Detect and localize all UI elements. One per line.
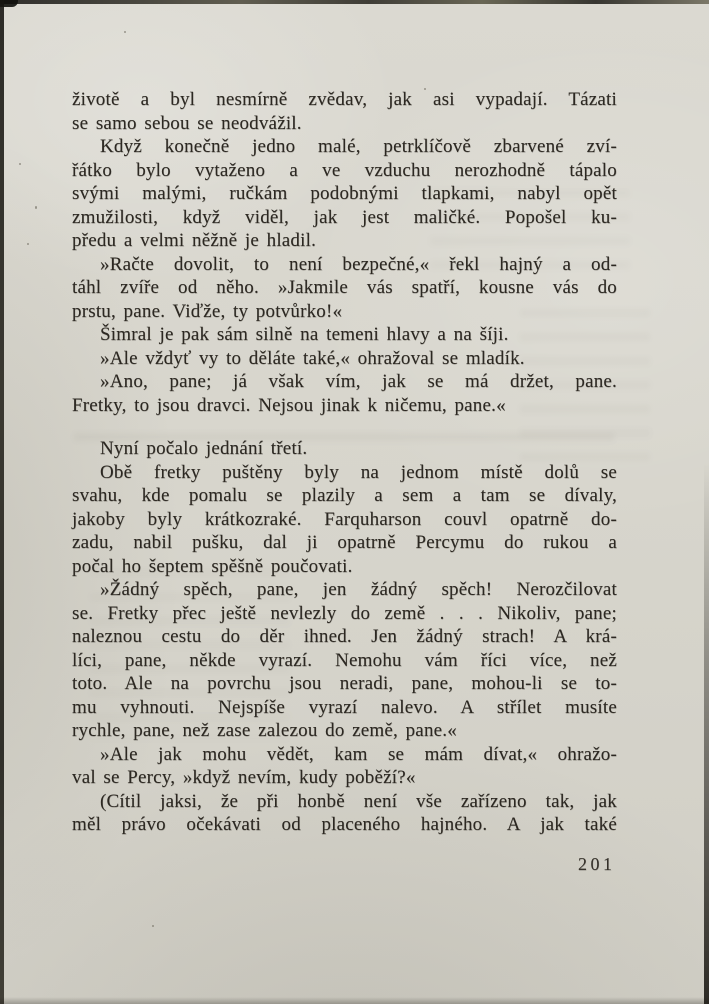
- text-line: životě a byl nesmírně zvědav, jak asi vypadají. Tázati: [72, 89, 617, 110]
- text-line: naleznou cestu do děr ihned. Jen žádný strach! A krá-: [72, 626, 617, 647]
- text-line: »Račte dovolit, to není bezpečné,« řekl hajný a od-: [100, 253, 617, 275]
- text-line: »Ano, pane; já však vím, jak se má držet, pane.: [100, 371, 617, 392]
- text-line: se. Fretky přec ještě nevlezly do země . . . Nikoliv, pane;: [72, 602, 617, 624]
- paper-speck: [124, 31, 126, 33]
- text-line: rychle, pane, než zase zalezou do země, pane.«: [72, 720, 457, 741]
- text-line: mu vyhnouti. Nejspíše vyrazí nalevo. A střílet musíte: [72, 696, 617, 718]
- text-line: jakoby byly krátkozraké. Farquharson couvl opatrně do-: [72, 508, 617, 530]
- text-line: počal ho šeptem spěšně poučovati.: [72, 555, 353, 577]
- text-line: toto. Ale na povrchu jsou neradi, pane, mohou-li se to-: [72, 673, 617, 694]
- text-line: Šimral je pak sám silně na temeni hlavy a na šíji.: [100, 324, 509, 345]
- scan-edge-left: [0, 0, 4, 1004]
- text-line: měl právo očekávati od placeného hajného. A jak také: [72, 814, 617, 835]
- scan-edge-right: [704, 462, 709, 1004]
- text-line: »Ale vždyť vy to děláte také,« ohražoval se mladík.: [100, 347, 525, 369]
- paper-speck: [27, 243, 29, 245]
- text-line: svahu, kde pomalu se plazily a sem a tam se dívaly,: [72, 485, 617, 506]
- text-line: »Žádný spěch, pane, jen žádný spěch! Nerozčilovat: [100, 579, 617, 600]
- text-line: předu a velmi něžně je hladil.: [72, 230, 317, 251]
- text-line: Nyní počalo jednání třetí.: [100, 438, 308, 459]
- paper-speck: [152, 925, 154, 927]
- paper-speck: [35, 206, 37, 209]
- text-block: [72, 88, 617, 837]
- page-number: 201: [578, 854, 616, 874]
- scan-edge-top: [0, 0, 709, 4]
- text-line: zadu, nabil pušku, dal ji opatrně Percymu do rukou a: [72, 532, 617, 553]
- text-line: táhl zvíře od něho. »Jakmile vás spatří, kousne vás do: [72, 277, 617, 298]
- text-line: zmužilosti, když viděl, jak jest maličké. Popošel ku-: [72, 206, 617, 228]
- text-line: řátko bylo vytaženo a ve vzduchu nerozhodně tápalo: [72, 159, 617, 181]
- scan-edge-bottom: [0, 997, 709, 1004]
- text-line: svými malými, ručkám podobnými tlapkami, nabyl opět: [72, 183, 617, 204]
- text-line: líci, pane, někde vyrazí. Nemohu vám říci více, než: [72, 649, 617, 671]
- text-line: se samo sebou se neodvážil.: [72, 112, 302, 134]
- text-line: Když konečně jedno malé, petrklíčově zbarvené zví-: [100, 136, 617, 157]
- text-line: Fretky, to jsou dravci. Nejsou jinak k ničemu, pane.«: [72, 394, 506, 416]
- text-line: »Ale jak mohu vědět, kam se mám dívat,« ohražo-: [100, 743, 617, 765]
- text-line: (Cítil jaksi, že při honbě není vše zařízeno tak, jak: [100, 790, 617, 812]
- text-line: prstu, pane. Viďže, ty potvůrko!«: [72, 300, 343, 322]
- text-line: val se Percy, »když nevím, kudy poběží?«: [72, 767, 416, 788]
- text-line: Obě fretky puštěny byly na jednom místě dolů se: [100, 461, 617, 483]
- paper-speck: [19, 163, 21, 165]
